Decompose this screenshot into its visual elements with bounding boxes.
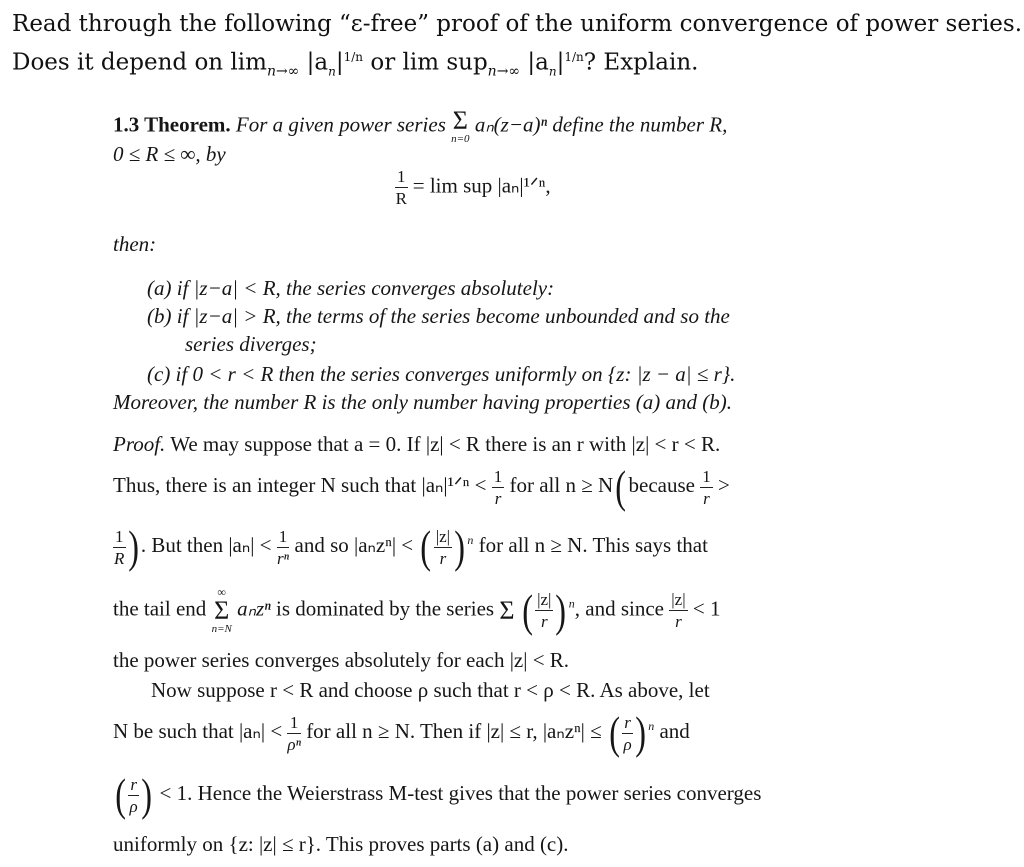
radius-formula: $\frac{1}{R}$ = lim sup |aₙ|¹ᐟⁿ, <box>395 167 551 208</box>
question-line-2: Does it depend on $\lim_{n\to\infty} |a_n|^{1/n}$ or lim sup$_{n\to\infty}$ $|a_n|^{1/n}$? Explain. <box>12 49 699 80</box>
sum-symbol: Σ n=0 <box>451 106 470 145</box>
proof-line-3: $\frac{1}{R}$ ) . But then |aₙ| < $\frac{1}{\text{rⁿ}}$ and so |aₙzⁿ| < ( $\frac{|z|}{r}$ ) $^n$ for all n ≥ N. This says that <box>114 521 708 572</box>
question-line-1: Read through the following “ε-free” proof of the uniform convergence of power series. <box>12 11 1023 37</box>
theorem-item-b-cont: series diverges; <box>185 332 317 356</box>
proof-line-7: N be such that |aₙ| < $\frac{1}{\text{ρⁿ}}$ for all n ≥ N. Then if |z| ≤ r, |aₙzⁿ| ≤ ( $\frac{r}{\rho}$ ) $^n$ and <box>113 707 690 758</box>
theorem-line-1: 1.3 Theorem. For a given power series Σ n=0 aₙ(z−a)ⁿ define the number R, <box>113 106 728 145</box>
theorem-line-2: 0 ≤ R ≤ ∞, by <box>113 142 226 166</box>
theorem-then: then: <box>113 232 157 256</box>
question <box>12 8 1023 88</box>
theorem-label: 1.3 Theorem. <box>113 112 231 137</box>
theorem-item-c: (c) if 0 < r < R then the series converges uniformly on {z: |z − a| ≤ r}. <box>147 362 736 386</box>
theorem-moreover: Moreover, the number R is the only number having properties (a) and (b). <box>113 390 732 414</box>
theorem-item-a: (a) if |z−a| < R, the series converges absolutely: <box>147 276 555 300</box>
proof-line-6: Now suppose r < R and choose ρ such that r < ρ < R. As above, let <box>151 678 710 702</box>
proof-line-4: the tail end ∞ Σ n=N aₙzⁿ is dominated by the series Σ ( $\frac{|z|}{r}$ ) $^n$, and since $\frac{|z|}{r}$ < 1 <box>113 584 721 636</box>
proof-line-2: Thus, there is an integer N such that |aₙ|¹ᐟⁿ < $\frac{1}{r}$ for all n ≥ N( because $\frac{1}{r}$ > <box>113 461 730 512</box>
proof-line-9: uniformly on {z: |z| ≤ r}. This proves parts (a) and (c). <box>113 832 569 856</box>
proof-line-8: ( $\frac{r}{\rho}$ ) < 1. Hence the Weierstrass M-test gives that the power series converges <box>115 769 762 820</box>
proof-line-1: Proof. We may suppose that a = 0. If |z| < R there is an r with |z| < r < R. <box>113 432 721 456</box>
proof-line-5: the power series converges absolutely for each |z| < R. <box>113 648 570 672</box>
theorem-item-b: (b) if |z−a| > R, the terms of the series become unbounded and so the <box>147 304 730 328</box>
